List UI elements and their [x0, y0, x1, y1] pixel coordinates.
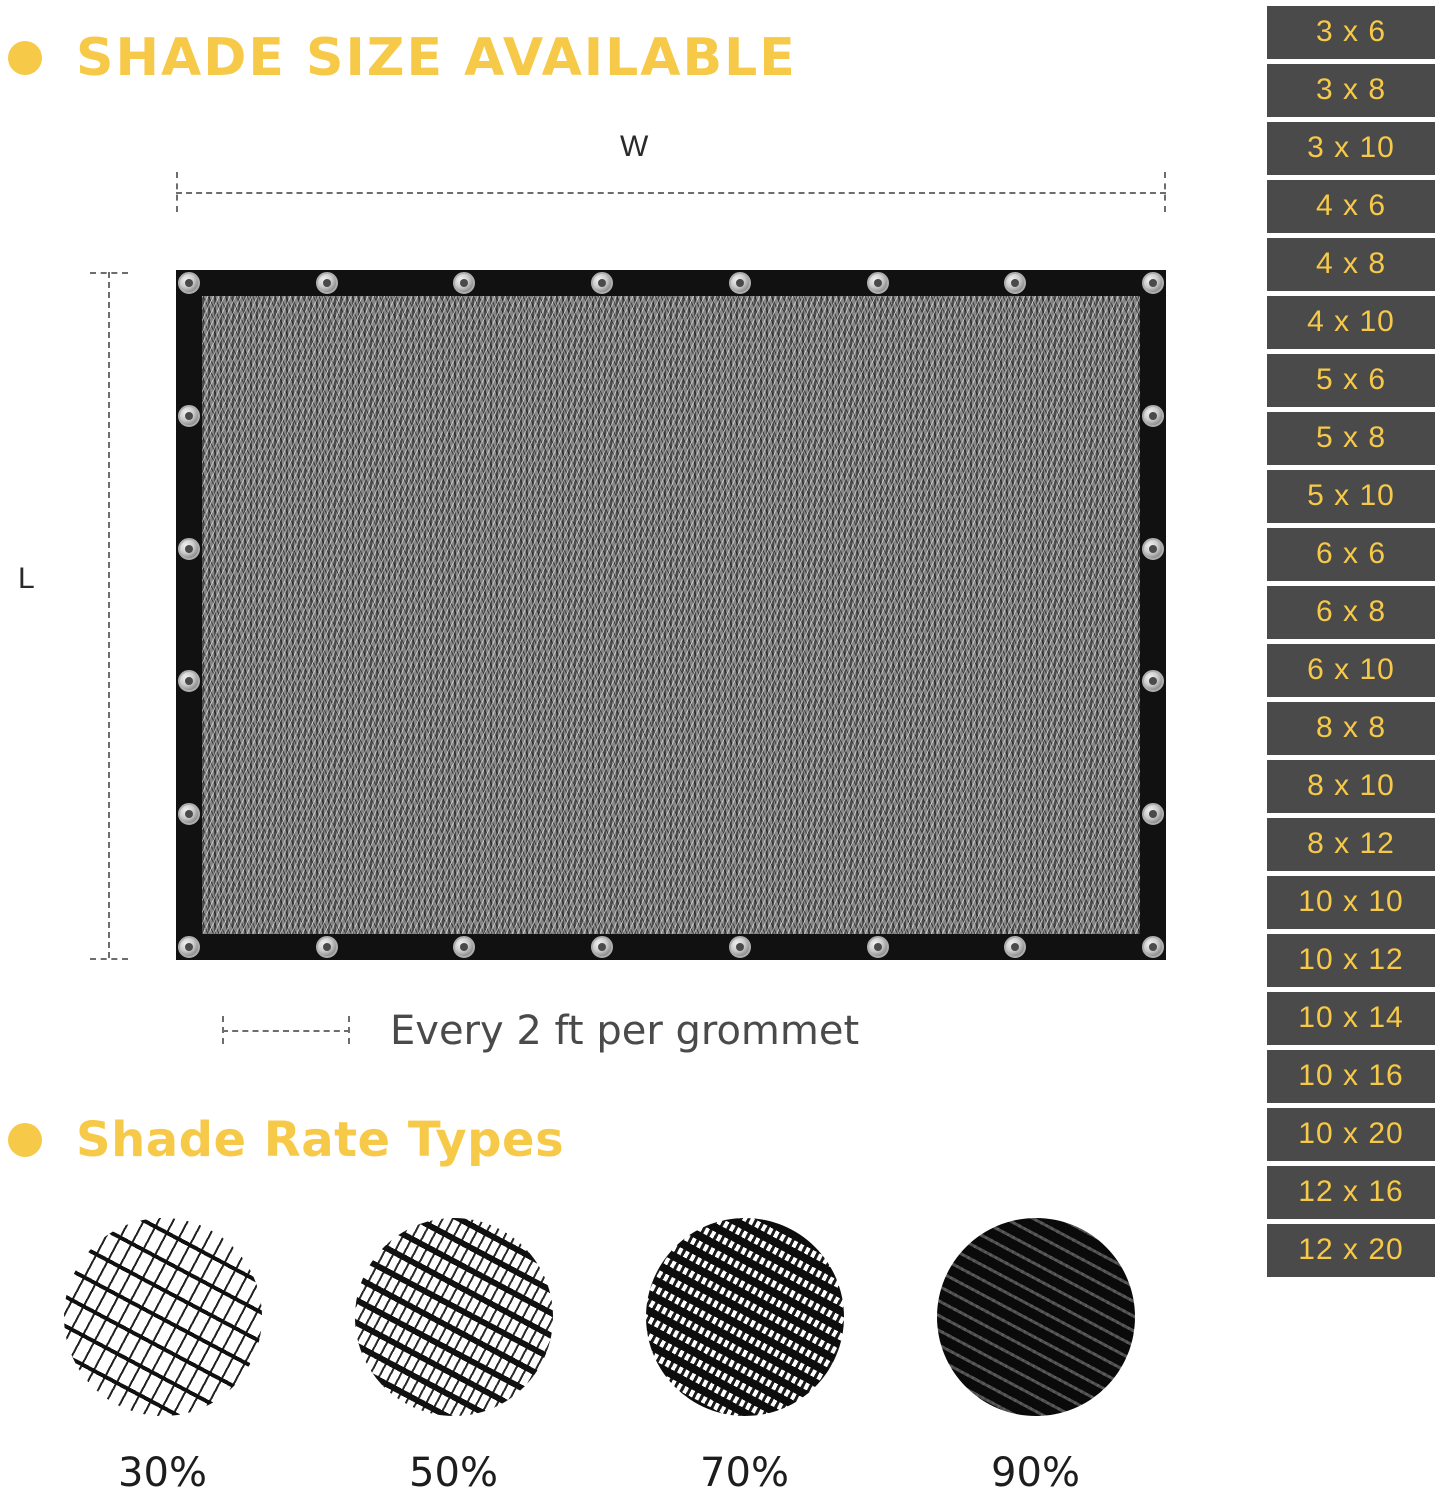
page-title-label: SHADE SIZE AVAILABLE: [76, 28, 797, 88]
grommet-spacing-label: Every 2 ft per grommet: [390, 1008, 860, 1054]
size-chip[interactable]: 3 x 8: [1267, 64, 1435, 117]
grommet-icon: [867, 272, 889, 294]
size-chip[interactable]: 12 x 20: [1267, 1224, 1435, 1277]
size-chip[interactable]: 12 x 16: [1267, 1166, 1435, 1219]
width-dimension-cap-right: [1164, 172, 1166, 212]
size-chip[interactable]: 10 x 12: [1267, 934, 1435, 987]
width-dimension-label: W: [620, 130, 649, 163]
length-dimension-cap-bottom: [90, 958, 128, 960]
shade-rate-label: 30%: [118, 1450, 207, 1496]
shade-rate-item: [60, 1218, 265, 1496]
grommet-icon: [1142, 936, 1164, 958]
size-chip[interactable]: 3 x 10: [1267, 122, 1435, 175]
size-chip[interactable]: 4 x 10: [1267, 296, 1435, 349]
size-chip[interactable]: 5 x 10: [1267, 470, 1435, 523]
size-list: [1267, 6, 1435, 1277]
shade-mesh-texture: [202, 296, 1140, 934]
grommet-icon: [1142, 538, 1164, 560]
size-chip[interactable]: 10 x 20: [1267, 1108, 1435, 1161]
size-chip[interactable]: 6 x 8: [1267, 586, 1435, 639]
shade-rate-swatch-icon: [355, 1218, 553, 1416]
grommet-icon: [867, 936, 889, 958]
length-dimension-cap-top: [90, 272, 128, 274]
size-chip[interactable]: 5 x 8: [1267, 412, 1435, 465]
grommet-spacing-cap-left: [222, 1016, 224, 1044]
shade-rate-swatch-icon: [937, 1218, 1135, 1416]
grommet-icon: [1142, 272, 1164, 294]
size-chip[interactable]: 6 x 6: [1267, 528, 1435, 581]
shade-rate-swatch-icon: [64, 1218, 262, 1416]
grommet-icon: [1142, 405, 1164, 427]
size-chip[interactable]: 10 x 14: [1267, 992, 1435, 1045]
size-chip[interactable]: 8 x 12: [1267, 818, 1435, 871]
size-chip[interactable]: 4 x 6: [1267, 180, 1435, 233]
grommet-icon: [591, 272, 613, 294]
size-chip[interactable]: 8 x 10: [1267, 760, 1435, 813]
bullet-dot-icon: [8, 1123, 42, 1157]
grommet-icon: [316, 272, 338, 294]
grommet-icon: [178, 272, 200, 294]
grommet-icon: [316, 936, 338, 958]
grommet-icon: [591, 936, 613, 958]
grommet-icon: [729, 272, 751, 294]
length-dimension-label: L: [18, 562, 35, 595]
shade-rate-label: 90%: [991, 1450, 1080, 1496]
shade-rate-swatch-icon: [646, 1218, 844, 1416]
length-dimension-line: [108, 272, 110, 958]
shade-rate-label: 70%: [700, 1450, 789, 1496]
size-chip[interactable]: 10 x 10: [1267, 876, 1435, 929]
grommet-icon: [178, 936, 200, 958]
width-dimension-cap-left: [176, 172, 178, 212]
size-chip[interactable]: 4 x 8: [1267, 238, 1435, 291]
size-chip[interactable]: 3 x 6: [1267, 6, 1435, 59]
size-chip[interactable]: 6 x 10: [1267, 644, 1435, 697]
shade-rate-title: [8, 1112, 564, 1168]
shade-rate-label: 50%: [409, 1450, 498, 1496]
grommet-icon: [729, 936, 751, 958]
grommet-spacing-line: [222, 1030, 350, 1032]
size-chip[interactable]: 5 x 6: [1267, 354, 1435, 407]
width-dimension-line: [176, 192, 1166, 194]
shade-rate-item: [351, 1218, 556, 1496]
grommet-spacing-cap-right: [348, 1016, 350, 1044]
grommet-icon: [178, 538, 200, 560]
grommet-icon: [178, 405, 200, 427]
shade-rate-title-label: Shade Rate Types: [76, 1112, 565, 1168]
shade-cloth-panel: [176, 270, 1166, 960]
shade-rate-list: [60, 1218, 1190, 1496]
shade-rate-item: [933, 1218, 1138, 1496]
size-chip[interactable]: 10 x 16: [1267, 1050, 1435, 1103]
shade-rate-item: [642, 1218, 847, 1496]
size-chip[interactable]: 8 x 8: [1267, 702, 1435, 755]
